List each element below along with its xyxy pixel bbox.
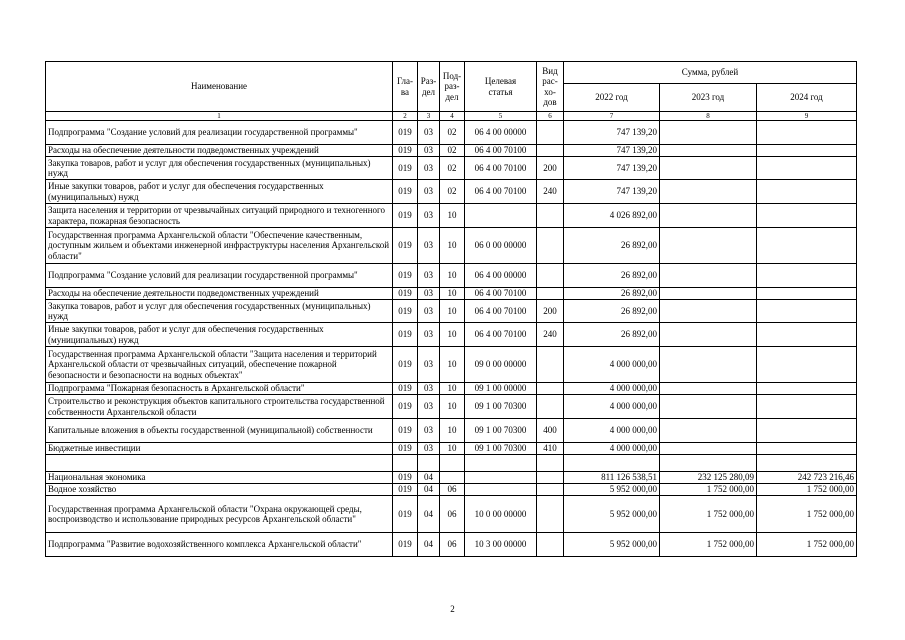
row-podrazdel: 10	[440, 204, 465, 228]
row-name: Подпрограмма "Развитие водохозяйственного комплекса Архангельской области"	[46, 533, 393, 557]
row-glava: 019	[393, 145, 418, 157]
row-name: Защита населения и территории от чрезвычайных ситуаций природного и техногенного характера, пожарная безопасность	[46, 204, 393, 228]
row-podrazdel: 10	[440, 395, 465, 419]
row-glava: 019	[393, 204, 418, 228]
column-number: 6	[537, 112, 564, 121]
row-sum-2024	[757, 180, 857, 204]
row-celevaya-statya: 09 1 00 70300	[465, 443, 537, 455]
row-razdel: 03	[418, 323, 440, 347]
row-vid-rashodov	[537, 228, 564, 264]
row-glava: 019	[393, 419, 418, 443]
row-razdel: 03	[418, 395, 440, 419]
row-sum-2022: 5 952 000,00	[564, 533, 660, 557]
row-podrazdel: 10	[440, 419, 465, 443]
row-sum-2024	[757, 419, 857, 443]
table-row	[46, 484, 857, 496]
row-name: Подпрограмма "Пожарная безопасность в Архангельской области"	[46, 383, 393, 395]
row-celevaya-statya: 06 4 00 70100	[465, 157, 537, 180]
table-row	[46, 288, 857, 300]
row-name: Государственная программа Архангельской области "Защита населения и территорий Архангельской области от чрезвычайных ситуаций, обеспечение пожарной безопасности и безопасности на водных объектах"	[46, 347, 393, 383]
row-sum-2023	[660, 157, 757, 180]
row-name: Национальная экономика	[46, 472, 393, 484]
table-row	[46, 323, 857, 347]
row-podrazdel: 06	[440, 496, 465, 533]
row-vid-rashodov: 200	[537, 300, 564, 323]
table-row	[46, 180, 857, 204]
row-sum-2023	[660, 300, 757, 323]
table-row	[46, 455, 857, 472]
row-vid-rashodov	[537, 395, 564, 419]
row-podrazdel: 10	[440, 323, 465, 347]
row-vid-rashodov	[537, 204, 564, 228]
row-celevaya-statya: 09 1 00 70300	[465, 419, 537, 443]
row-celevaya-statya: 06 4 00 70100	[465, 288, 537, 300]
page-number: 2	[450, 604, 455, 614]
row-sum-2024	[757, 323, 857, 347]
row-sum-2022: 811 126 538,51	[564, 472, 660, 484]
header-celevaya-statya: Целевая статья	[465, 62, 537, 112]
row-sum-2022: 747 139,20	[564, 145, 660, 157]
row-vid-rashodov: 410	[537, 443, 564, 455]
row-vid-rashodov	[537, 533, 564, 557]
row-razdel: 03	[418, 300, 440, 323]
row-vid-rashodov: 240	[537, 323, 564, 347]
row-sum-2022: 4 026 892,00	[564, 204, 660, 228]
row-sum-2022: 747 139,20	[564, 157, 660, 180]
row-razdel: 03	[418, 204, 440, 228]
column-number: 4	[440, 112, 465, 121]
row-sum-2024: 242 723 216,46	[757, 472, 857, 484]
row-podrazdel: 02	[440, 157, 465, 180]
row-podrazdel: 10	[440, 383, 465, 395]
row-podrazdel	[440, 455, 465, 472]
row-glava: 019	[393, 472, 418, 484]
row-sum-2023	[660, 383, 757, 395]
row-sum-2022: 26 892,00	[564, 288, 660, 300]
row-razdel: 04	[418, 496, 440, 533]
row-razdel: 04	[418, 533, 440, 557]
row-celevaya-statya: 09 0 00 00000	[465, 347, 537, 383]
row-glava: 019	[393, 347, 418, 383]
table-row	[46, 121, 857, 145]
row-celevaya-statya	[465, 455, 537, 472]
row-celevaya-statya	[465, 484, 537, 496]
row-name	[46, 455, 393, 472]
row-vid-rashodov: 400	[537, 419, 564, 443]
row-glava: 019	[393, 157, 418, 180]
header-summa: Сумма, рублей	[564, 62, 857, 84]
row-celevaya-statya: 06 4 00 00000	[465, 264, 537, 288]
row-sum-2024	[757, 121, 857, 145]
row-glava: 019	[393, 180, 418, 204]
row-podrazdel: 10	[440, 443, 465, 455]
row-sum-2023	[660, 347, 757, 383]
row-razdel: 03	[418, 121, 440, 145]
row-razdel: 03	[418, 383, 440, 395]
row-razdel: 04	[418, 472, 440, 484]
row-sum-2024	[757, 145, 857, 157]
row-vid-rashodov	[537, 288, 564, 300]
table-row	[46, 419, 857, 443]
row-celevaya-statya: 06 4 00 70100	[465, 145, 537, 157]
row-sum-2024	[757, 443, 857, 455]
column-number: 7	[564, 112, 660, 121]
row-podrazdel: 10	[440, 288, 465, 300]
row-celevaya-statya: 06 0 00 00000	[465, 228, 537, 264]
row-vid-rashodov	[537, 472, 564, 484]
row-sum-2023	[660, 204, 757, 228]
row-sum-2024	[757, 288, 857, 300]
row-sum-2024	[757, 347, 857, 383]
row-razdel: 03	[418, 264, 440, 288]
row-name: Закупка товаров, работ и услуг для обеспечения государственных (муниципальных) нужд	[46, 300, 393, 323]
row-sum-2023	[660, 323, 757, 347]
table-row	[46, 383, 857, 395]
row-sum-2023	[660, 145, 757, 157]
header-razdel: Раз- дел	[418, 62, 440, 112]
row-podrazdel: 02	[440, 121, 465, 145]
row-vid-rashodov	[537, 383, 564, 395]
table-row	[46, 472, 857, 484]
row-sum-2023	[660, 455, 757, 472]
row-glava: 019	[393, 496, 418, 533]
row-razdel: 03	[418, 145, 440, 157]
row-name: Капитальные вложения в объекты государственной (муниципальной) собственности	[46, 419, 393, 443]
row-podrazdel: 02	[440, 145, 465, 157]
table-row	[46, 496, 857, 533]
row-name: Закупка товаров, работ и услуг для обеспечения государственных (муниципальных) нужд	[46, 157, 393, 180]
row-name: Подпрограмма "Создание условий для реализации государственной программы"	[46, 264, 393, 288]
column-number: 9	[757, 112, 857, 121]
row-sum-2022: 747 139,20	[564, 121, 660, 145]
row-sum-2024	[757, 455, 857, 472]
row-sum-2023	[660, 419, 757, 443]
column-number: 8	[660, 112, 757, 121]
row-sum-2024	[757, 228, 857, 264]
row-glava: 019	[393, 443, 418, 455]
table-row	[46, 443, 857, 455]
row-sum-2024: 1 752 000,00	[757, 496, 857, 533]
table-row	[46, 533, 857, 557]
column-number: 1	[46, 112, 393, 121]
row-sum-2022: 4 000 000,00	[564, 443, 660, 455]
row-sum-2022: 4 000 000,00	[564, 347, 660, 383]
header-vid-rashodov: Вид рас- хо- дов	[537, 62, 564, 112]
row-name: Расходы на обеспечение деятельности подведомственных учреждений	[46, 288, 393, 300]
row-sum-2023	[660, 288, 757, 300]
table-row	[46, 264, 857, 288]
row-sum-2024	[757, 395, 857, 419]
row-celevaya-statya: 10 3 00 00000	[465, 533, 537, 557]
row-glava: 019	[393, 395, 418, 419]
row-sum-2023	[660, 228, 757, 264]
row-name: Иные закупки товаров, работ и услуг для обеспечения государственных (муниципальных) нужд	[46, 180, 393, 204]
table-row	[46, 204, 857, 228]
row-celevaya-statya: 06 4 00 70100	[465, 180, 537, 204]
table-row	[46, 395, 857, 419]
row-sum-2024	[757, 157, 857, 180]
table-row	[46, 228, 857, 264]
row-razdel: 03	[418, 288, 440, 300]
row-sum-2024	[757, 204, 857, 228]
row-razdel: 03	[418, 228, 440, 264]
row-sum-2022: 26 892,00	[564, 323, 660, 347]
row-sum-2022	[564, 455, 660, 472]
row-sum-2022: 26 892,00	[564, 264, 660, 288]
row-vid-rashodov	[537, 455, 564, 472]
row-sum-2022: 26 892,00	[564, 228, 660, 264]
column-number: 5	[465, 112, 537, 121]
row-sum-2022: 4 000 000,00	[564, 383, 660, 395]
row-vid-rashodov	[537, 264, 564, 288]
row-name: Водное хозяйство	[46, 484, 393, 496]
row-celevaya-statya: 09 1 00 70300	[465, 395, 537, 419]
row-glava: 019	[393, 383, 418, 395]
budget-table	[45, 61, 857, 557]
row-sum-2024	[757, 300, 857, 323]
row-glava: 019	[393, 300, 418, 323]
row-celevaya-statya: 10 0 00 00000	[465, 496, 537, 533]
row-podrazdel: 10	[440, 347, 465, 383]
row-razdel: 03	[418, 180, 440, 204]
row-sum-2023	[660, 264, 757, 288]
row-name: Государственная программа Архангельской области "Охрана окружающей среды, воспроизводство и использование природных ресурсов Архангельской области"	[46, 496, 393, 533]
row-vid-rashodov: 200	[537, 157, 564, 180]
row-sum-2023: 1 752 000,00	[660, 484, 757, 496]
header-glava: Гла- ва	[393, 62, 418, 112]
row-glava: 019	[393, 323, 418, 347]
table-row	[46, 347, 857, 383]
row-sum-2022: 26 892,00	[564, 300, 660, 323]
row-name: Расходы на обеспечение деятельности подведомственных учреждений	[46, 145, 393, 157]
row-celevaya-statya: 06 4 00 00000	[465, 121, 537, 145]
row-sum-2022: 5 952 000,00	[564, 496, 660, 533]
row-glava: 019	[393, 484, 418, 496]
row-razdel: 03	[418, 419, 440, 443]
row-sum-2022: 5 952 000,00	[564, 484, 660, 496]
row-glava: 019	[393, 533, 418, 557]
row-razdel: 03	[418, 157, 440, 180]
row-sum-2023	[660, 121, 757, 145]
row-vid-rashodov: 240	[537, 180, 564, 204]
row-podrazdel: 02	[440, 180, 465, 204]
header-podrazdel: Под- раз- дел	[440, 62, 465, 112]
budget-table-body	[46, 121, 857, 557]
row-glava: 019	[393, 228, 418, 264]
row-sum-2024	[757, 264, 857, 288]
row-sum-2024	[757, 383, 857, 395]
row-sum-2023	[660, 180, 757, 204]
header-name: Наименование	[46, 62, 393, 112]
row-sum-2023: 1 752 000,00	[660, 496, 757, 533]
row-sum-2023: 232 125 280,09	[660, 472, 757, 484]
row-vid-rashodov	[537, 496, 564, 533]
row-celevaya-statya: 09 1 00 00000	[465, 383, 537, 395]
row-glava	[393, 455, 418, 472]
row-vid-rashodov	[537, 121, 564, 145]
row-razdel: 03	[418, 443, 440, 455]
row-podrazdel: 10	[440, 300, 465, 323]
row-celevaya-statya: 06 4 00 70100	[465, 323, 537, 347]
row-sum-2023	[660, 395, 757, 419]
column-number: 3	[418, 112, 440, 121]
row-name: Строительство и реконструкция объектов капитального строительства государственной собственности Архангельской области	[46, 395, 393, 419]
row-sum-2023: 1 752 000,00	[660, 533, 757, 557]
row-celevaya-statya	[465, 472, 537, 484]
header-year-2023: 2023 год	[660, 84, 757, 112]
row-name: Иные закупки товаров, работ и услуг для обеспечения государственных (муниципальных) нужд	[46, 323, 393, 347]
table-row	[46, 145, 857, 157]
row-celevaya-statya	[465, 204, 537, 228]
header-year-2022: 2022 год	[564, 84, 660, 112]
row-podrazdel: 06	[440, 484, 465, 496]
row-sum-2024: 1 752 000,00	[757, 484, 857, 496]
column-number: 2	[393, 112, 418, 121]
row-sum-2022: 4 000 000,00	[564, 419, 660, 443]
row-name: Бюджетные инвестиции	[46, 443, 393, 455]
row-razdel	[418, 455, 440, 472]
row-razdel: 03	[418, 347, 440, 383]
row-sum-2024: 1 752 000,00	[757, 533, 857, 557]
row-name: Подпрограмма "Создание условий для реализации государственной программы"	[46, 121, 393, 145]
row-podrazdel	[440, 472, 465, 484]
table-row	[46, 157, 857, 180]
row-podrazdel: 06	[440, 533, 465, 557]
header-year-2024: 2024 год	[757, 84, 857, 112]
row-glava: 019	[393, 264, 418, 288]
row-vid-rashodov	[537, 145, 564, 157]
row-podrazdel: 10	[440, 228, 465, 264]
row-sum-2022: 4 000 000,00	[564, 395, 660, 419]
row-name: Государственная программа Архангельской области "Обеспечение качественным, доступным жильем и объектами инженерной инфраструктуры населения Архангельской области"	[46, 228, 393, 264]
row-celevaya-statya: 06 4 00 70100	[465, 300, 537, 323]
row-sum-2022: 747 139,20	[564, 180, 660, 204]
row-podrazdel: 10	[440, 264, 465, 288]
row-razdel: 04	[418, 484, 440, 496]
row-vid-rashodov	[537, 484, 564, 496]
row-sum-2023	[660, 443, 757, 455]
row-glava: 019	[393, 288, 418, 300]
table-row	[46, 300, 857, 323]
row-glava: 019	[393, 121, 418, 145]
row-vid-rashodov	[537, 347, 564, 383]
